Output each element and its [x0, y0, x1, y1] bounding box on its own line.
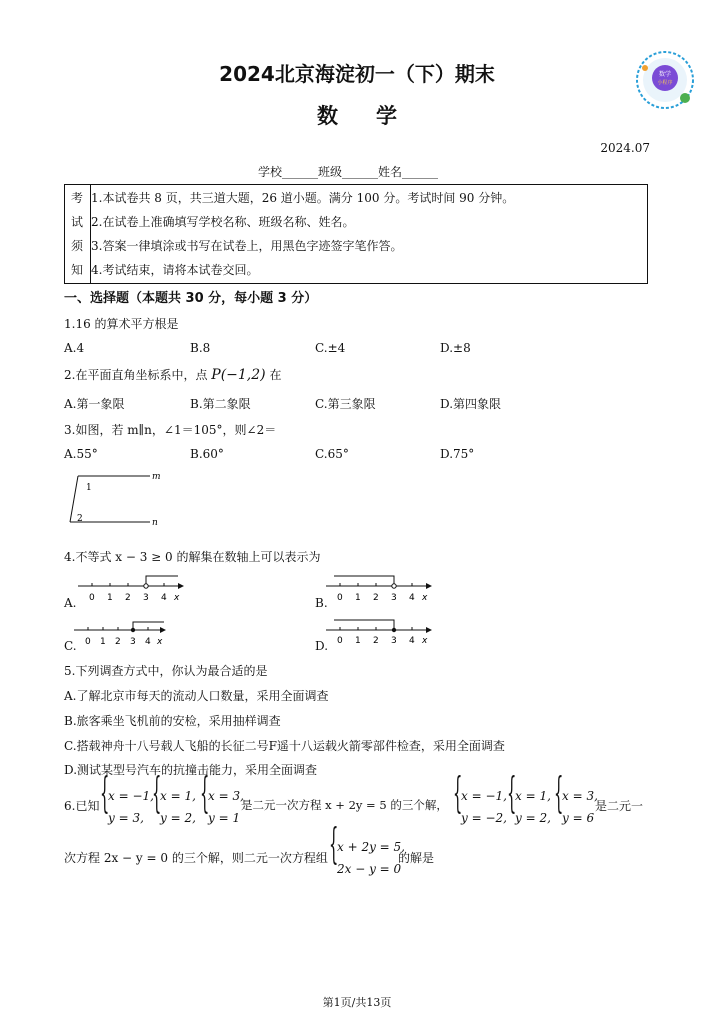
angle-2-label: 2 [77, 514, 83, 524]
svg-text:2: 2 [125, 593, 131, 603]
student-info-fields: 学校______班级______姓名______ [258, 165, 439, 179]
q2-stem-a: 2.在平面直角坐标系中，点 [64, 368, 208, 382]
svg-text:4: 4 [409, 593, 415, 603]
svg-text:4: 4 [161, 593, 167, 603]
q6-mid-text: 是二元一次方程 x + 2y = 5 的三个解， [241, 798, 448, 812]
notice-rule: 4.考试结束，请将本试卷交回。 [91, 263, 259, 277]
exam-date: 2024.07 [600, 141, 650, 155]
svg-text:1: 1 [355, 636, 361, 646]
q6-line2-text: 次方程 2x − y = 0 的三个解，则二元一次方程组 [64, 851, 328, 865]
q4-number-line-a[interactable] [78, 574, 188, 606]
svg-text:3: 3 [391, 593, 397, 603]
q2-option-b[interactable]: B.第二象限 [190, 397, 251, 411]
svg-text:x: x [422, 593, 428, 603]
q6-tail-text: 是二元一 [595, 799, 644, 813]
q4-number-line-b[interactable] [326, 574, 436, 606]
q2-option-c[interactable]: C.第三象限 [315, 397, 376, 411]
question-4-stem: 4.不等式 x − 3 ≥ 0 的解集在数轴上可以表示为 [64, 550, 321, 564]
svg-text:3: 3 [391, 636, 397, 646]
q5-option-a[interactable]: A.了解北京市每天的流动人口数量，采用全面调查 [64, 689, 329, 703]
exam-notice-box [64, 184, 648, 284]
svg-text:x: x [422, 636, 428, 646]
mini-program-logo[interactable] [635, 50, 695, 110]
subject-heading: 数学 [317, 103, 435, 128]
q3-option-a[interactable]: A.55° [64, 447, 98, 461]
section-heading: 一、选择题（本题共 30 分，每小题 3 分） [64, 291, 318, 306]
q4-number-line-d[interactable] [326, 614, 436, 646]
svg-text:2: 2 [373, 593, 379, 603]
svg-text:0: 0 [337, 593, 343, 603]
label-n: n [152, 518, 158, 528]
svg-text:1: 1 [355, 593, 361, 603]
notice-rule: 2.在试卷上准确填写学校名称、班级名称、姓名。 [91, 215, 355, 229]
q2-stem-b: 在 [269, 368, 282, 382]
notice-side-char: 知 [71, 263, 84, 277]
q3-option-d[interactable]: D.75° [440, 447, 475, 461]
angle-1-label: 1 [86, 483, 92, 493]
q4-option-d[interactable]: D. [315, 639, 329, 653]
notice-side-label [65, 185, 91, 283]
notice-side-char: 须 [71, 239, 84, 253]
svg-text:0: 0 [337, 636, 343, 646]
svg-text:3: 3 [130, 637, 136, 647]
svg-text:2: 2 [115, 637, 121, 647]
page-footer: 第1页/共13页 [322, 996, 392, 1009]
q3-option-b[interactable]: B.60° [190, 447, 224, 461]
svg-text:小程序: 小程序 [657, 80, 673, 86]
q4-option-c[interactable]: C. [64, 639, 77, 653]
svg-text:1: 1 [100, 637, 106, 647]
question-5-stem: 5.下列调查方式中，你认为最合适的是 [64, 664, 268, 678]
q4-option-b[interactable]: B. [315, 596, 328, 610]
q5-option-d[interactable]: D.测试某型号汽车的抗撞击能力，采用全面调查 [64, 763, 318, 777]
q2-option-d[interactable]: D.第四象限 [440, 397, 502, 411]
q6-line2-end: 的解是 [398, 851, 435, 865]
label-m: m [152, 472, 161, 482]
q4-number-line-c[interactable] [74, 618, 184, 650]
question-2-stem [64, 366, 281, 383]
question-1-stem: 1.16 的算术平方根是 [64, 317, 179, 331]
q5-option-c[interactable]: C.搭载神舟十八号载人飞船的长征二号F遥十八运载火箭零部件检查，采用全面调查 [64, 739, 505, 753]
q2-option-a[interactable]: A.第一象限 [64, 397, 125, 411]
q2-point: P(−1,2) [211, 367, 266, 383]
svg-text:数学: 数学 [658, 71, 672, 78]
svg-text:x: x [157, 637, 163, 647]
q6-lead: 6.已知 [64, 799, 100, 813]
svg-text:x: x [174, 593, 180, 603]
q3-option-c[interactable]: C.65° [315, 447, 349, 461]
svg-text:0: 0 [89, 593, 95, 603]
svg-text:3: 3 [143, 593, 149, 603]
q1-option-c[interactable]: C.±4 [315, 341, 346, 355]
notice-side-char: 考 [71, 191, 84, 205]
question-3-stem: 3.如图，若 m∥n，∠1＝105°，则∠2＝ [64, 423, 277, 437]
svg-text:0: 0 [85, 637, 91, 647]
exam-page: 2024北京海淀初一（下）期末 数学 数学 小程序 2024.07 学校______班级______姓名______ 考 试 须 知 1.本试卷共 8 页，共三道大题，26 道小题。满分 100 分。考试时间 90 分钟。 2.在试卷上准确填写学校名称、班级名称、姓名。 3.答案一律填涂或书写在试卷上，用黑色字迹签字笔作答。 4.考试结束，请将本试卷交回。 一、选择题（本题共 30 分，每小题 3 分） 1.16 的算术平方根是 A.4 B.8 C.±4 D.±8 2.在平面直角坐标系中，点 P(−1,2) 在 A.第一象限 B.第二象限 C.第三象限 D.第四象限 3.如图，若 m∥n，∠1＝105°，则∠2＝ A.55° B.60° C.65° D.75° m n 1 2 4.不等式 x − 3 ≥ 0 的解集在数轴上可以表示为 A. 0 1 2 3 4 x B. 0 1 2 3 4 x C. 0 1 2 3 4 x D. 0 1 2 3 4 x 5.下列调查方式中，你认为最合适的是 A.了解北京市每天的流动人口数量，采用全面调查 B.旅客乘坐飞机前的安检，采用抽样调查 C.搭载神舟十八号载人飞船的长征二号F遥十八运载火箭零部件检查，采用全面调查 D.测试某型号汽车的抗撞击能力，采用全面调查 6.已知 { x = −1, y = 3, { x = 1, y = 2, { x = 3, y = 1 是二元一次方程 x + 2y = 5 的三个解， { x = −1, y = −2, { x = 1, y = 2, { x = 3, y = 6 是二元一 次方程 2x − y = 0 的三个解，则二元一次方程组 { x + 2y = 5, 2x − y = 0 的解是 第1页/共13页 [0, 0, 714, 1014]
notice-rule: 1.本试卷共 8 页，共三道大题，26 道小题。满分 100 分。考试时间 90 分钟。 [91, 191, 515, 205]
q3-parallel-lines-figure [64, 468, 174, 530]
q1-option-b[interactable]: B.8 [190, 341, 211, 355]
q4-option-a[interactable]: A. [64, 596, 77, 610]
exam-title: 2024北京海淀初一（下）期末 [219, 62, 495, 86]
svg-text:1: 1 [107, 593, 113, 603]
svg-text:4: 4 [409, 636, 415, 646]
svg-text:4: 4 [145, 637, 151, 647]
svg-text:2: 2 [373, 636, 379, 646]
notice-rule: 3.答案一律填涂或书写在试卷上，用黑色字迹签字笔作答。 [91, 239, 403, 253]
q1-option-d[interactable]: D.±8 [440, 341, 471, 355]
q1-option-a[interactable]: A.4 [64, 341, 85, 355]
notice-side-char: 试 [71, 215, 84, 229]
q5-option-b[interactable]: B.旅客乘坐飞机前的安检，采用抽样调查 [64, 714, 281, 728]
